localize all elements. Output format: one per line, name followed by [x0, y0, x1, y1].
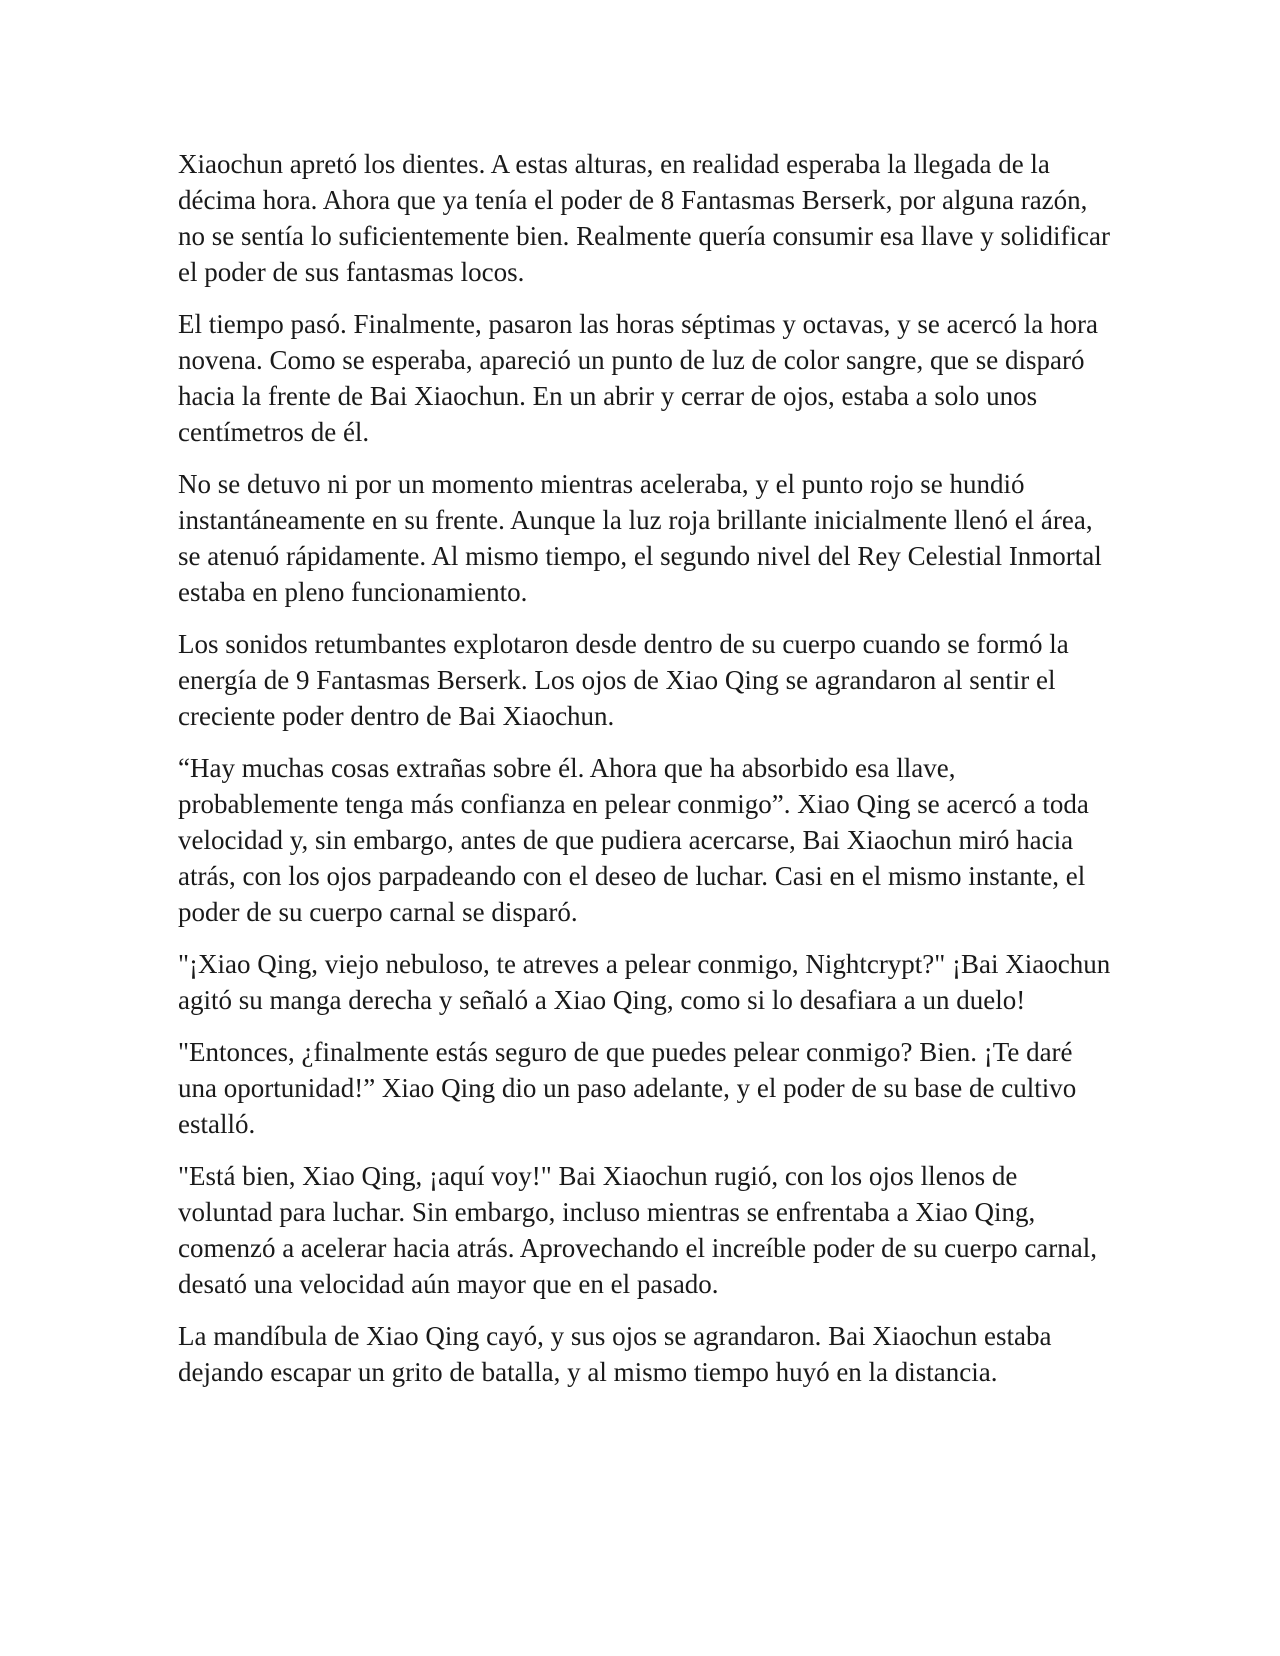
- paragraph-7: "Entonces, ¿finalmente estás seguro de que puedes pelear conmigo? Bien. ¡Te daré una oportunidad!” Xiao Qing dio un paso adelante, y el poder de su base de cultivo estalló.: [178, 1037, 1077, 1139]
- paragraph-9: La mandíbula de Xiao Qing cayó, y sus ojos se agrandaron. Bai Xiaochun estaba dejando escapar un grito de batalla, y al mismo tiempo huyó en la distancia.: [178, 1321, 1052, 1387]
- paragraph-6: "¡Xiao Qing, viejo nebuloso, te atreves a pelear conmigo, Nightcrypt?" ¡Bai Xiaochun agitó su manga derecha y señaló a Xiao Qing, como si lo desafiara a un duelo!: [178, 949, 1111, 1015]
- document-body: [178, 146, 1113, 1406]
- paragraph-5: “Hay muchas cosas extrañas sobre él. Ahora que ha absorbido esa llave, probablemente tenga más confianza en pelear conmigo”. Xiao Qing se acercó a toda velocidad y, sin embargo, antes de que pudiera acercarse, Bai Xiaochun miró hacia atrás, con los ojos parpadeando con el deseo de luchar. Casi en el mismo instante, el poder de su cuerpo carnal se disparó.: [178, 753, 1089, 927]
- paragraph-1: Xiaochun apretó los dientes. A estas alturas, en realidad esperaba la llegada de la décima hora. Ahora que ya tenía el poder de 8 Fantasmas Berserk, por alguna razón, no se sentía lo suficientemente bien. Realmente quería consumir esa llave y solidificar el poder de sus fantasmas locos.: [178, 149, 1110, 287]
- paragraph-4: Los sonidos retumbantes explotaron desde dentro de su cuerpo cuando se formó la energía de 9 Fantasmas Berserk. Los ojos de Xiao Qing se agrandaron al sentir el creciente poder dentro de Bai Xiaochun.: [178, 629, 1069, 731]
- paragraph-8: "Está bien, Xiao Qing, ¡aquí voy!" Bai Xiaochun rugió, con los ojos llenos de voluntad para luchar. Sin embargo, incluso mientras se enfrentaba a Xiao Qing, comenzó a acelerar hacia atrás. Aprovechando el increíble poder de su cuerpo carnal, desató una velocidad aún mayor que en el pasado.: [178, 1161, 1098, 1299]
- paragraph-3: No se detuvo ni por un momento mientras aceleraba, y el punto rojo se hundió instantáneamente en su frente. Aunque la luz roja brillante inicialmente llenó el área, se atenuó rápidamente. Al mismo tiempo, el segundo nivel del Rey Celestial Inmortal estaba en pleno funcionamiento.: [178, 469, 1102, 607]
- paragraph-2: El tiempo pasó. Finalmente, pasaron las horas séptimas y octavas, y se acercó la hora novena. Como se esperaba, apareció un punto de luz de color sangre, que se disparó hacia la frente de Bai Xiaochun. En un abrir y cerrar de ojos, estaba a solo unos centímetros de él.: [178, 309, 1098, 447]
